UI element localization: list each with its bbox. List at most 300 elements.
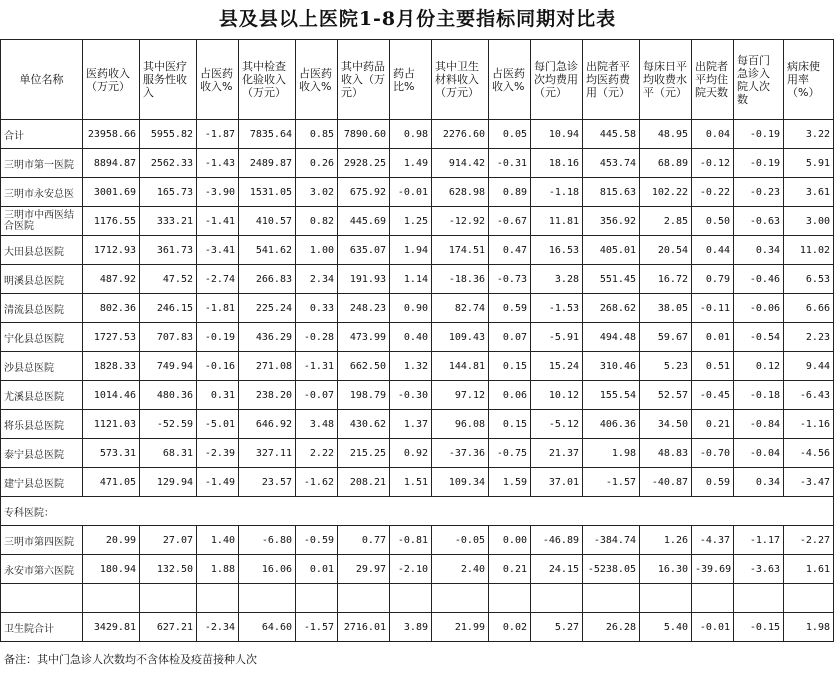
value-cell: 646.92 [239, 410, 296, 439]
value-cell: 37.01 [531, 468, 583, 497]
value-cell: -5238.05 [583, 555, 640, 584]
value-cell: -0.19 [197, 323, 239, 352]
value-cell: -2.34 [197, 613, 239, 642]
value-cell: -4.56 [784, 439, 834, 468]
value-cell: -0.19 [734, 120, 784, 149]
table-row [1, 178, 834, 207]
unit-name-cell: 合计 [1, 120, 83, 149]
value-cell: 3.89 [390, 613, 432, 642]
unit-name-cell: 三明市永安总医 [1, 178, 83, 207]
value-cell: 0.34 [734, 468, 784, 497]
value-cell: -0.11 [692, 294, 734, 323]
value-cell: -1.16 [784, 410, 834, 439]
value-cell: -0.46 [734, 265, 784, 294]
value-cell: -4.37 [692, 526, 734, 555]
table-row [1, 468, 834, 497]
value-cell: 0.26 [296, 149, 338, 178]
value-cell: 405.01 [583, 236, 640, 265]
value-cell: 2562.33 [140, 149, 197, 178]
empty-cell [239, 584, 296, 613]
value-cell: 0.40 [390, 323, 432, 352]
empty-cell [1, 584, 83, 613]
column-header: 出院者平均住院天数 [692, 40, 734, 120]
value-cell: 2.34 [296, 265, 338, 294]
value-cell: 23.57 [239, 468, 296, 497]
value-cell: 0.02 [489, 613, 531, 642]
value-cell: 1.49 [390, 149, 432, 178]
value-cell: 3.02 [296, 178, 338, 207]
value-cell: 8894.87 [83, 149, 140, 178]
value-cell: -1.57 [583, 468, 640, 497]
value-cell: 453.74 [583, 149, 640, 178]
value-cell: 96.08 [432, 410, 489, 439]
value-cell: -0.54 [734, 323, 784, 352]
empty-cell [734, 584, 784, 613]
comparison-table [0, 39, 834, 642]
value-cell: 16.53 [531, 236, 583, 265]
column-header: 其中卫生材料收入（万元） [432, 40, 489, 120]
value-cell: 2276.60 [432, 120, 489, 149]
value-cell: 1.37 [390, 410, 432, 439]
value-cell: -384.74 [583, 526, 640, 555]
value-cell: 1828.33 [83, 352, 140, 381]
unit-name-cell: 尤溪县总医院 [1, 381, 83, 410]
value-cell: 0.01 [692, 323, 734, 352]
value-cell: 0.85 [296, 120, 338, 149]
value-cell: 0.77 [338, 526, 390, 555]
value-cell: 3.00 [784, 207, 834, 236]
column-header: 每床日平均收费水平（元） [640, 40, 692, 120]
value-cell: -6.80 [239, 526, 296, 555]
value-cell: -46.89 [531, 526, 583, 555]
value-cell: -1.18 [531, 178, 583, 207]
value-cell: 0.12 [734, 352, 784, 381]
value-cell: 132.50 [140, 555, 197, 584]
value-cell: 10.12 [531, 381, 583, 410]
value-cell: 327.11 [239, 439, 296, 468]
value-cell: 7835.64 [239, 120, 296, 149]
value-cell: 68.31 [140, 439, 197, 468]
empty-cell [140, 584, 197, 613]
value-cell: 473.99 [338, 323, 390, 352]
value-cell: 5955.82 [140, 120, 197, 149]
value-cell: 0.34 [734, 236, 784, 265]
value-cell: -0.23 [734, 178, 784, 207]
value-cell: -0.22 [692, 178, 734, 207]
value-cell: -1.49 [197, 468, 239, 497]
value-cell: 174.51 [432, 236, 489, 265]
value-cell: 1.59 [489, 468, 531, 497]
empty-cell [338, 584, 390, 613]
value-cell: 47.52 [140, 265, 197, 294]
unit-name-cell: 三明市第一医院 [1, 149, 83, 178]
unit-name-cell: 卫生院合计 [1, 613, 83, 642]
value-cell: 0.06 [489, 381, 531, 410]
value-cell: 541.62 [239, 236, 296, 265]
value-cell: 0.21 [489, 555, 531, 584]
value-cell: -3.63 [734, 555, 784, 584]
value-cell: -0.28 [296, 323, 338, 352]
value-cell: 487.92 [83, 265, 140, 294]
unit-name-cell: 泰宁县总医院 [1, 439, 83, 468]
value-cell: -5.91 [531, 323, 583, 352]
value-cell: 198.79 [338, 381, 390, 410]
value-cell: 445.69 [338, 207, 390, 236]
value-cell: -40.87 [640, 468, 692, 497]
empty-cell [83, 584, 140, 613]
empty-cell [197, 584, 239, 613]
value-cell: -0.59 [296, 526, 338, 555]
value-cell: 0.00 [489, 526, 531, 555]
value-cell: 3.48 [296, 410, 338, 439]
value-cell: 38.05 [640, 294, 692, 323]
value-cell: 5.40 [640, 613, 692, 642]
value-cell: -0.70 [692, 439, 734, 468]
table-row [1, 613, 834, 642]
column-header: 单位名称 [1, 40, 83, 120]
value-cell: 109.34 [432, 468, 489, 497]
value-cell: 0.01 [296, 555, 338, 584]
value-cell: -0.06 [734, 294, 784, 323]
empty-cell [390, 584, 432, 613]
value-cell: -1.43 [197, 149, 239, 178]
value-cell: 1176.55 [83, 207, 140, 236]
unit-name-cell: 将乐县总医院 [1, 410, 83, 439]
header-row [1, 40, 834, 120]
value-cell: -0.75 [489, 439, 531, 468]
value-cell: 410.57 [239, 207, 296, 236]
value-cell: 29.97 [338, 555, 390, 584]
empty-cell [640, 584, 692, 613]
value-cell: 802.36 [83, 294, 140, 323]
value-cell: -52.59 [140, 410, 197, 439]
value-cell: -0.15 [734, 613, 784, 642]
value-cell: -0.31 [489, 149, 531, 178]
value-cell: 34.50 [640, 410, 692, 439]
value-cell: 480.36 [140, 381, 197, 410]
value-cell: 0.05 [489, 120, 531, 149]
value-cell: 0.79 [692, 265, 734, 294]
value-cell: 3001.69 [83, 178, 140, 207]
value-cell: 97.12 [432, 381, 489, 410]
value-cell: 10.94 [531, 120, 583, 149]
value-cell: 18.16 [531, 149, 583, 178]
value-cell: 0.07 [489, 323, 531, 352]
table-title: 县及县以上医院1-8月份主要指标同期对比表 [218, 8, 617, 30]
value-cell: 109.43 [432, 323, 489, 352]
empty-cell [296, 584, 338, 613]
section-row [1, 497, 834, 526]
value-cell: 6.66 [784, 294, 834, 323]
value-cell: 914.42 [432, 149, 489, 178]
column-header: 病床使用率（%） [784, 40, 834, 120]
column-header: 出院者平均医药费用（元） [583, 40, 640, 120]
value-cell: 102.22 [640, 178, 692, 207]
value-cell: -0.04 [734, 439, 784, 468]
value-cell: 471.05 [83, 468, 140, 497]
value-cell: 16.72 [640, 265, 692, 294]
value-cell: 246.15 [140, 294, 197, 323]
value-cell: 1.14 [390, 265, 432, 294]
value-cell: -1.62 [296, 468, 338, 497]
value-cell: -0.73 [489, 265, 531, 294]
unit-name-cell: 清流县总医院 [1, 294, 83, 323]
value-cell: -3.90 [197, 178, 239, 207]
value-cell: 1.40 [197, 526, 239, 555]
value-cell: 2.23 [784, 323, 834, 352]
empty-cell [432, 584, 489, 613]
value-cell: 23958.66 [83, 120, 140, 149]
table-row [1, 236, 834, 265]
value-cell: 20.99 [83, 526, 140, 555]
table-row [1, 410, 834, 439]
column-header: 其中医疗服务性收入 [140, 40, 197, 120]
value-cell: 1.26 [640, 526, 692, 555]
value-cell: 16.30 [640, 555, 692, 584]
value-cell: 1121.03 [83, 410, 140, 439]
value-cell: 406.36 [583, 410, 640, 439]
column-header: 医药收入（万元） [83, 40, 140, 120]
value-cell: 2.22 [296, 439, 338, 468]
value-cell: 238.20 [239, 381, 296, 410]
value-cell: -0.19 [734, 149, 784, 178]
value-cell: 0.92 [390, 439, 432, 468]
empty-cell [489, 584, 531, 613]
value-cell: 0.47 [489, 236, 531, 265]
value-cell: 48.95 [640, 120, 692, 149]
value-cell: 9.44 [784, 352, 834, 381]
value-cell: 5.91 [784, 149, 834, 178]
value-cell: 2.85 [640, 207, 692, 236]
value-cell: 0.82 [296, 207, 338, 236]
column-header: 占医药收入% [197, 40, 239, 120]
empty-cell [784, 584, 834, 613]
value-cell: 26.28 [583, 613, 640, 642]
value-cell: -3.47 [784, 468, 834, 497]
value-cell: 1014.46 [83, 381, 140, 410]
value-cell: 191.93 [338, 265, 390, 294]
unit-name-cell: 三明市第四医院 [1, 526, 83, 555]
value-cell: -12.92 [432, 207, 489, 236]
value-cell: 0.98 [390, 120, 432, 149]
value-cell: 7890.60 [338, 120, 390, 149]
value-cell: 1.88 [197, 555, 239, 584]
value-cell: 1.25 [390, 207, 432, 236]
blank-row [1, 584, 834, 613]
value-cell: 2.40 [432, 555, 489, 584]
value-cell: -37.36 [432, 439, 489, 468]
value-cell: 68.89 [640, 149, 692, 178]
value-cell: 0.31 [197, 381, 239, 410]
value-cell: 361.73 [140, 236, 197, 265]
value-cell: -2.74 [197, 265, 239, 294]
unit-name-cell: 建宁县总医院 [1, 468, 83, 497]
value-cell: -0.18 [734, 381, 784, 410]
value-cell: 0.15 [489, 352, 531, 381]
value-cell: -2.39 [197, 439, 239, 468]
value-cell: 333.21 [140, 207, 197, 236]
value-cell: -0.01 [692, 613, 734, 642]
value-cell: -5.01 [197, 410, 239, 439]
value-cell: 271.08 [239, 352, 296, 381]
value-cell: 436.29 [239, 323, 296, 352]
value-cell: 0.59 [692, 468, 734, 497]
value-cell: -5.12 [531, 410, 583, 439]
table-row [1, 352, 834, 381]
value-cell: -0.01 [390, 178, 432, 207]
value-cell: 0.33 [296, 294, 338, 323]
value-cell: 21.37 [531, 439, 583, 468]
unit-name-cell: 宁化县总医院 [1, 323, 83, 352]
value-cell: 1712.93 [83, 236, 140, 265]
value-cell: -1.17 [734, 526, 784, 555]
value-cell: 2716.01 [338, 613, 390, 642]
value-cell: 16.06 [239, 555, 296, 584]
value-cell: 11.02 [784, 236, 834, 265]
value-cell: 155.54 [583, 381, 640, 410]
value-cell: 0.50 [692, 207, 734, 236]
value-cell: 0.21 [692, 410, 734, 439]
empty-cell [531, 584, 583, 613]
table-row [1, 439, 834, 468]
value-cell: 1.94 [390, 236, 432, 265]
table-row [1, 526, 834, 555]
value-cell: 144.81 [432, 352, 489, 381]
table-row [1, 149, 834, 178]
value-cell: 749.94 [140, 352, 197, 381]
value-cell: -18.36 [432, 265, 489, 294]
value-cell: 0.44 [692, 236, 734, 265]
value-cell: 551.45 [583, 265, 640, 294]
column-header: 每门急诊次均费用（元） [531, 40, 583, 120]
column-header: 占医药收入% [296, 40, 338, 120]
value-cell: 6.53 [784, 265, 834, 294]
value-cell: -0.81 [390, 526, 432, 555]
value-cell: 1.00 [296, 236, 338, 265]
value-cell: -1.57 [296, 613, 338, 642]
unit-name-cell: 三明市中西医结合医院 [1, 207, 83, 236]
value-cell: 310.46 [583, 352, 640, 381]
value-cell: 573.31 [83, 439, 140, 468]
value-cell: -2.27 [784, 526, 834, 555]
value-cell: 662.50 [338, 352, 390, 381]
empty-cell [692, 584, 734, 613]
value-cell: 1.98 [784, 613, 834, 642]
value-cell: 0.04 [692, 120, 734, 149]
table-row [1, 265, 834, 294]
value-cell: 48.83 [640, 439, 692, 468]
value-cell: 215.25 [338, 439, 390, 468]
empty-cell [583, 584, 640, 613]
value-cell: 3.61 [784, 178, 834, 207]
value-cell: -0.07 [296, 381, 338, 410]
value-cell: 430.62 [338, 410, 390, 439]
value-cell: 0.51 [692, 352, 734, 381]
value-cell: -0.30 [390, 381, 432, 410]
value-cell: 5.27 [531, 613, 583, 642]
value-cell: 1531.05 [239, 178, 296, 207]
value-cell: -1.31 [296, 352, 338, 381]
value-cell: 2928.25 [338, 149, 390, 178]
value-cell: -2.10 [390, 555, 432, 584]
value-cell: -6.43 [784, 381, 834, 410]
value-cell: 208.21 [338, 468, 390, 497]
value-cell: 0.89 [489, 178, 531, 207]
value-cell: -1.81 [197, 294, 239, 323]
value-cell: 356.92 [583, 207, 640, 236]
value-cell: 266.83 [239, 265, 296, 294]
section-label: 专科医院： [1, 497, 834, 526]
footnote: 备注：其中门急诊人次数均不含体检及疫苗接种人次 [4, 653, 257, 666]
value-cell: 129.94 [140, 468, 197, 497]
value-cell: 627.21 [140, 613, 197, 642]
value-cell: -1.53 [531, 294, 583, 323]
value-cell: 707.83 [140, 323, 197, 352]
value-cell: 268.62 [583, 294, 640, 323]
value-cell: 1.32 [390, 352, 432, 381]
value-cell: -39.69 [692, 555, 734, 584]
unit-name-cell: 沙县总医院 [1, 352, 83, 381]
unit-name-cell: 明溪县总医院 [1, 265, 83, 294]
table-row [1, 207, 834, 236]
value-cell: -0.12 [692, 149, 734, 178]
value-cell: 494.48 [583, 323, 640, 352]
value-cell: 225.24 [239, 294, 296, 323]
value-cell: 2489.87 [239, 149, 296, 178]
value-cell: 0.59 [489, 294, 531, 323]
column-header: 药占比% [390, 40, 432, 120]
value-cell: 635.07 [338, 236, 390, 265]
value-cell: 1727.53 [83, 323, 140, 352]
value-cell: -3.41 [197, 236, 239, 265]
column-header: 其中检查化验收入（万元） [239, 40, 296, 120]
value-cell: 0.15 [489, 410, 531, 439]
value-cell: 64.60 [239, 613, 296, 642]
table-row [1, 555, 834, 584]
value-cell: 24.15 [531, 555, 583, 584]
value-cell: 20.54 [640, 236, 692, 265]
value-cell: 3.22 [784, 120, 834, 149]
value-cell: 27.07 [140, 526, 197, 555]
table-row [1, 120, 834, 149]
value-cell: -1.41 [197, 207, 239, 236]
value-cell: -0.67 [489, 207, 531, 236]
column-header: 占医药收入% [489, 40, 531, 120]
value-cell: 52.57 [640, 381, 692, 410]
value-cell: -1.87 [197, 120, 239, 149]
value-cell: 1.51 [390, 468, 432, 497]
value-cell: 248.23 [338, 294, 390, 323]
value-cell: -0.05 [432, 526, 489, 555]
value-cell: 165.73 [140, 178, 197, 207]
value-cell: 3.28 [531, 265, 583, 294]
value-cell: 5.23 [640, 352, 692, 381]
value-cell: 15.24 [531, 352, 583, 381]
unit-name-cell: 永安市第六医院 [1, 555, 83, 584]
value-cell: 180.94 [83, 555, 140, 584]
value-cell: 445.58 [583, 120, 640, 149]
value-cell: 59.67 [640, 323, 692, 352]
table-row [1, 323, 834, 352]
value-cell: 1.98 [583, 439, 640, 468]
value-cell: 0.90 [390, 294, 432, 323]
value-cell: -0.45 [692, 381, 734, 410]
column-header: 每百门急诊入院人次数 [734, 40, 784, 120]
table-body [1, 120, 834, 642]
table-row [1, 381, 834, 410]
value-cell: 675.92 [338, 178, 390, 207]
value-cell: 815.63 [583, 178, 640, 207]
